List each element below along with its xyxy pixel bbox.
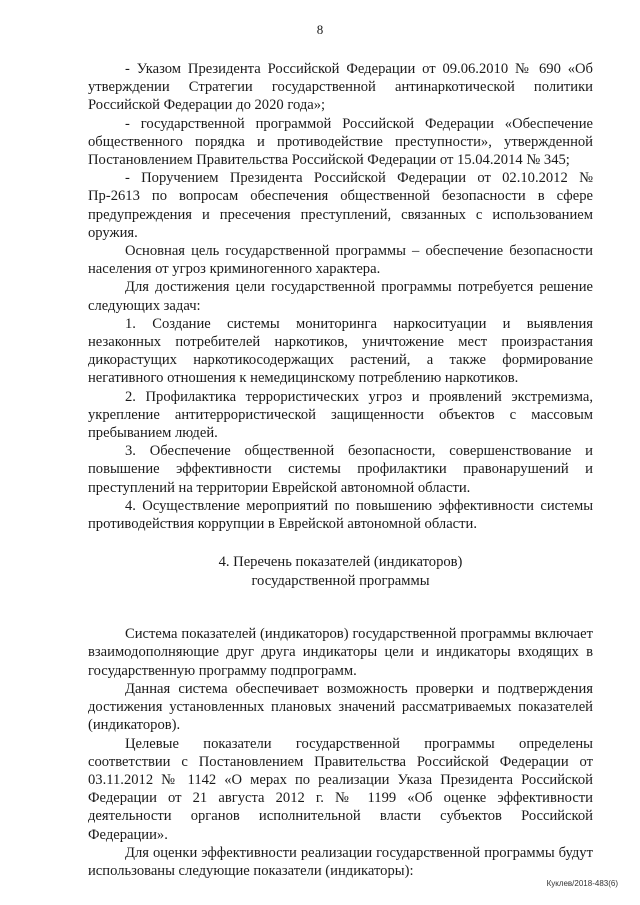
body-paragraph: - Указом Президента Российской Федерации от 09.06.2010 № 690 «Об утверждении Стратегии государственной антинаркотической политики Российской Федерации до 2020 года»; — [88, 61, 593, 114]
body-paragraph: Для достижения цели государственной программы потребуется решение следующих задач: — [88, 279, 593, 314]
body-paragraph: Для оценки эффективности реализации государственной программы будут использованы следующие показатели (индикаторы): — [88, 844, 593, 879]
body-paragraph: - государственной программой Российской Федерации «Обеспечение общественного порядка и противодействие преступности», утвержденной Постановлением Правительства Российской Федерации от 15.04.2014 № 345; — [88, 115, 593, 169]
body-paragraph: Целевые показатели государственной программы определены соответствии с Постановлением Правительства Российской Федерации от 03.11.2012 № 1142 «О мерах по реализации Указа Президента Российской Федерации от 21 августа 2012 г. № 1199 «Об оценке эффективности деятельности органов исполнительной власти субъектов Российской Федерации». — [88, 735, 593, 843]
section-heading-line: 4. Перечень показателей (индикаторов) — [218, 554, 463, 571]
body-paragraph: 4. Осуществление мероприятий по повышению эффективности системы противодействия коррупции в Еврейской автономной области. — [88, 497, 593, 533]
body-paragraph: Основная цель государственной программы – обеспечение безопасности населения от угроз криминогенного характера. — [88, 243, 593, 278]
section-heading-line: государственной программы — [251, 573, 430, 590]
document-body — [88, 60, 593, 880]
body-paragraph: Данная система обеспечивает возможность проверки и подтверждения достижения установленных плановых значений рассматриваемых показателей (индикаторов). — [88, 680, 593, 734]
body-paragraph: 1. Создание системы мониторинга наркоситуации и выявления незаконных потребителей наркотиков, уничтожение мест произрастания дикорастущих наркотикосодержащих растений, а также формирование негативного отношения к немедицинскому потреблению наркотиков. — [88, 315, 593, 387]
footer-code: Куклев/2018-483(6) — [546, 879, 618, 888]
body-paragraph: - Поручением Президента Российской Федерации от 02.10.2012 № Пр-2613 по вопросам обеспечения общественной безопасности в сфере предупреждения и пресечения преступлений, связанных с использованием оружия. — [88, 170, 593, 241]
page-number: 8 — [316, 22, 324, 37]
body-paragraph: 3. Обеспечение общественной безопасности, совершенствование и повышение эффективности системы профилактики правонарушений и преступлений на территории Еврейской автономной области. — [88, 443, 593, 496]
body-paragraph: 2. Профилактика террористических угроз и проявлений экстремизма, укрепление антитеррористической защищенности объектов с массовым пребыванием людей. — [88, 388, 593, 442]
section-heading — [88, 553, 593, 591]
body-paragraph: Система показателей (индикаторов) государственной программы включает взаимодополняющие друг друга индикаторы цели и индикаторы входящих в государственную программу подпрограмм. — [88, 626, 593, 679]
